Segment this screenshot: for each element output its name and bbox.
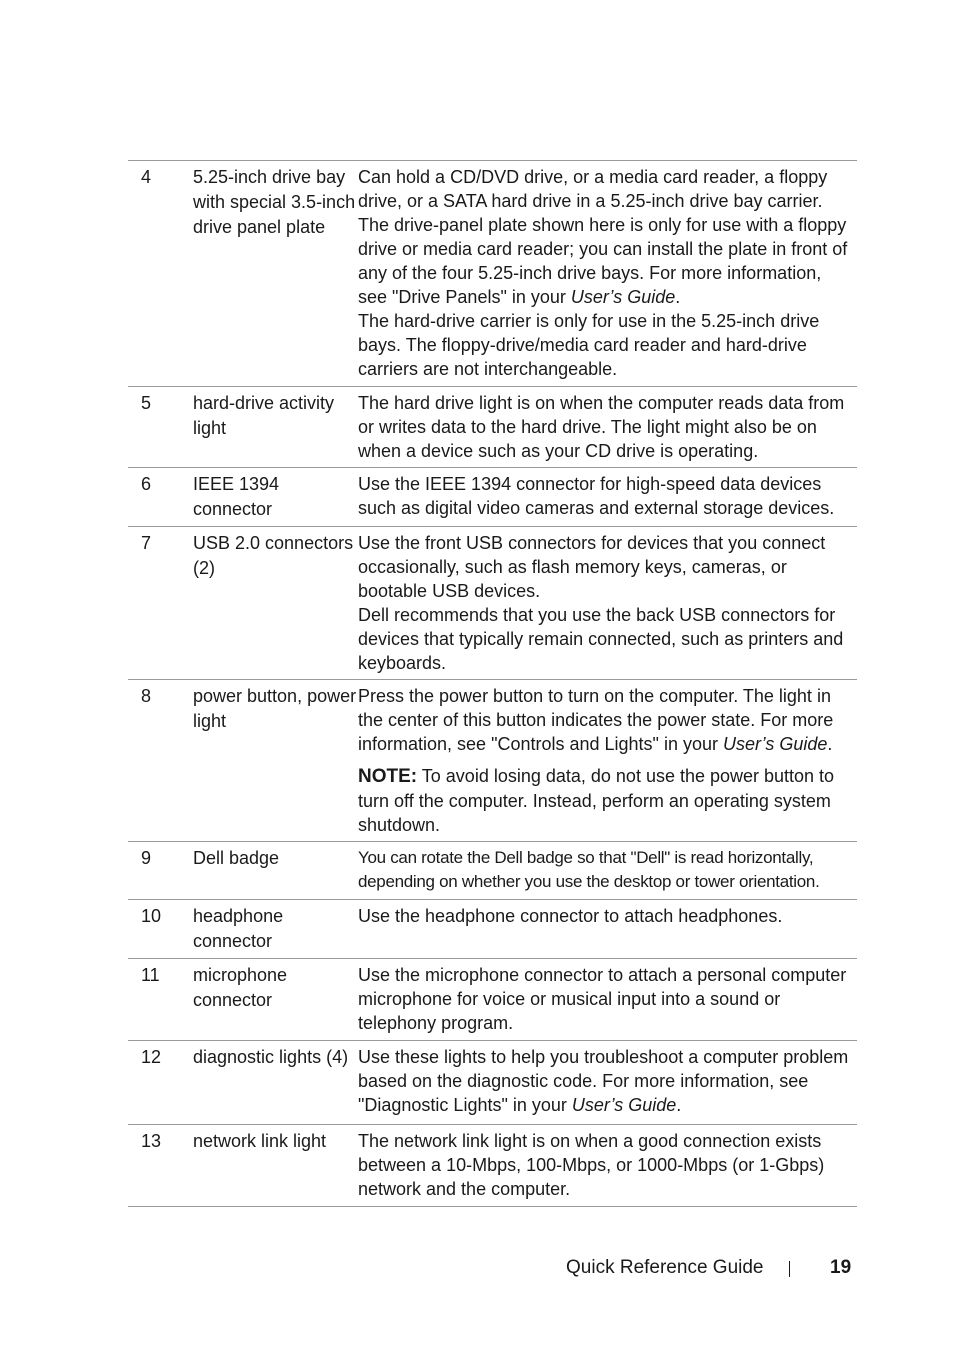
description-paragraph: The hard-drive carrier is only for use in the 5.25-inch drive bays. The floppy-drive/media card reader and hard-drive carriers are not interchangeable.	[358, 311, 820, 379]
row-description	[358, 846, 857, 893]
description-paragraph: Can hold a CD/DVD drive, or a media card reader, a floppy drive, or a SATA hard drive in a 5.25-inch drive bay carrier. The drive-panel plate shown here is only for use with a floppy drive or media card reader; you can install the plate in front of any of the four 5.25-inch drive bays. For more information, see "Drive Panels" in your User’s Guide.	[358, 167, 848, 307]
row-number: 11	[141, 965, 160, 985]
row-description	[358, 684, 857, 835]
row-number: 12	[141, 1047, 162, 1067]
description-paragraph: Press the power button to turn on the computer. The light in the center of this button indicates the power state. For more information, see "Controls and Lights" in your User’s Guide.	[358, 686, 834, 754]
row-number: 10	[141, 906, 162, 926]
description-paragraph: Use the IEEE 1394 connector for high-speed data devices such as digital video cameras and external storage devices.	[358, 474, 835, 518]
row-description	[358, 165, 857, 380]
table-row	[128, 468, 857, 527]
description-paragraph: You can rotate the Dell badge so that "Dell" is read horizontally, depending on whether you use the desktop or tower orientation.	[358, 848, 820, 891]
row-item: Dell badge	[193, 848, 280, 868]
table-row	[128, 161, 857, 387]
table-row	[128, 959, 857, 1041]
row-number: 6	[141, 474, 152, 494]
description-paragraph: Use these lights to help you troubleshoot a computer problem based on the diagnostic code. For more information, see "Diagnostic Lights" in your User’s Guide.	[358, 1047, 849, 1115]
row-item: microphone connector	[193, 965, 288, 1010]
row-item: diagnostic lights (4)	[193, 1047, 349, 1067]
note-label: NOTE:	[358, 766, 418, 787]
page-footer	[0, 1255, 954, 1281]
row-number: 9	[141, 848, 152, 868]
description-paragraph: Use the front USB connectors for devices that you connect occasionally, such as flash memory keys, cameras, or bootable USB devices.	[358, 533, 826, 601]
row-number: 5	[141, 393, 152, 413]
row-description	[358, 472, 857, 520]
table-row	[128, 527, 857, 680]
table-row	[128, 387, 857, 468]
row-number: 13	[141, 1131, 162, 1151]
row-description	[358, 531, 857, 673]
row-item: USB 2.0 connectors (2)	[193, 533, 354, 578]
row-description	[358, 1129, 857, 1200]
description-paragraph: Dell recommends that you use the back USB connectors for devices that typically remain connected, such as printers and keyboards.	[358, 605, 844, 673]
page-number: 19	[830, 1257, 852, 1278]
row-item: network link light	[193, 1131, 327, 1151]
row-item: hard-drive activity light	[193, 393, 335, 438]
description-paragraph: The network link light is on when a good connection exists between a 10-Mbps, 100-Mbps, or 1000-Mbps (or 1-Gbps) network and the computer.	[358, 1131, 825, 1199]
row-number: 8	[141, 686, 152, 706]
table-row	[128, 1041, 857, 1125]
table-row	[128, 842, 857, 900]
table-row	[128, 900, 857, 959]
row-item: power button, power light	[193, 686, 357, 731]
row-number: 4	[141, 167, 152, 187]
row-number: 7	[141, 533, 152, 553]
note-paragraph: NOTE: To avoid losing data, do not use the power button to turn off the computer. Instead, perform an operating system shutdown.	[358, 766, 835, 835]
row-description	[358, 963, 857, 1034]
row-description	[358, 391, 857, 461]
description-paragraph: Use the microphone connector to attach a personal computer microphone for voice or musical input into a sound or telephony program.	[358, 965, 847, 1033]
table-row	[128, 680, 857, 842]
component-table	[128, 160, 857, 1207]
row-description	[358, 904, 857, 952]
row-item: IEEE 1394 connector	[193, 474, 280, 519]
table-row	[128, 1125, 857, 1207]
guide-title: Quick Reference Guide	[566, 1257, 764, 1278]
row-item: 5.25-inch drive bay with special 3.5-inch drive panel plate	[193, 167, 356, 237]
description-paragraph: The hard drive light is on when the computer reads data from or writes data to the hard drive. The light might also be on when a device such as your CD drive is operating.	[358, 393, 845, 461]
row-item: headphone connector	[193, 906, 284, 951]
footer-divider	[789, 1261, 790, 1277]
row-description	[358, 1045, 857, 1118]
description-paragraph: Use the headphone connector to attach headphones.	[358, 906, 783, 926]
